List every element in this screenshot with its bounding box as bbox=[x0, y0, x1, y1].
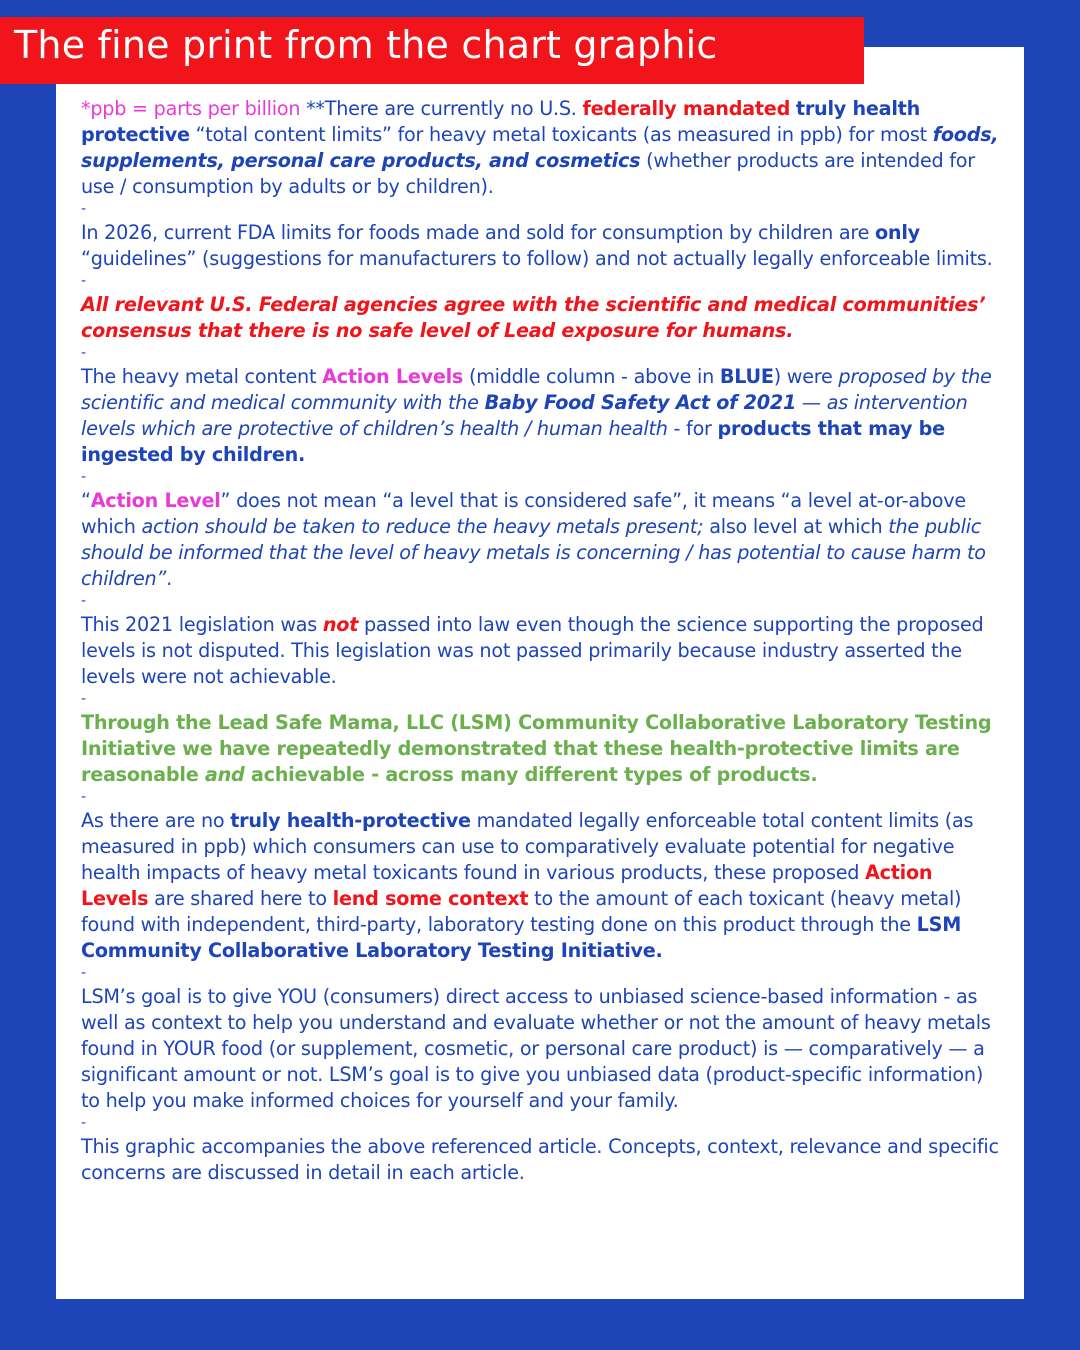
paragraph-no-safe-lead-level bbox=[81, 292, 1001, 344]
text-span: (middle column - above in bbox=[463, 365, 720, 388]
text-span: LSM’s goal is to give YOU (consumers) direct access to unbiased science-based information - as well as context to help you understand and evaluate whether or not the amount of heavy metals found in YOUR food (or supplement, cosmetic, or personal care product) is — comparatively — a significant amount or not. LSM’s goal is to give you unbiased data (product-specific information) to help you make informed choices for yourself and your family. bbox=[81, 985, 991, 1112]
text-span: proposed by the scientific and medical community with the bbox=[81, 365, 992, 414]
paragraph-fda-guidelines bbox=[81, 220, 1001, 272]
highlight-truly-health-protective: truly health-protective bbox=[230, 809, 471, 832]
highlight-baby-food-safety-act: Baby Food Safety Act of 2021 bbox=[484, 391, 797, 414]
text-span: “guidelines” (suggestions for manufacturers to follow) and not actually legally enforceable limits. bbox=[81, 247, 993, 270]
text-span: — as intervention levels which are protective of children’s health / human health bbox=[81, 391, 968, 440]
paragraph-action-levels bbox=[81, 364, 1001, 468]
text-span: to the amount of each toxicant (heavy metal) found with independent, third-party, laboratory testing done on this product through the bbox=[81, 887, 962, 936]
highlight-federally-mandated: federally mandated bbox=[582, 97, 791, 120]
separator: - bbox=[81, 201, 86, 217]
highlight-lsm-initiative: LSM Community Collaborative Laboratory Testing Initiative. bbox=[81, 913, 962, 962]
paragraph-legislation-not-passed bbox=[81, 612, 1001, 690]
text-span: This graphic accompanies the above referenced article. Concepts, context, relevance and specific concerns are discussed in detail in each article. bbox=[81, 1135, 999, 1184]
paragraph-action-level-meaning bbox=[81, 488, 1001, 592]
highlight-action-levels: Action Levels bbox=[81, 861, 933, 910]
text-span: The heavy metal content bbox=[81, 365, 323, 388]
text-span: . bbox=[166, 567, 172, 590]
text-span: passed into law even though the science supporting the proposed levels is not disputed. This legislation was not passed primarily because industry asserted the levels were not achievable. bbox=[81, 613, 984, 688]
text-span: are shared here to bbox=[148, 887, 333, 910]
highlight-action-levels: Action Levels bbox=[322, 365, 464, 388]
highlight-truly-health-protective: truly health protective bbox=[81, 97, 921, 146]
text-span: action should be taken to reduce the heavy metals present; bbox=[141, 515, 704, 538]
text-span: (whether products are intended for use / consumption by adults or by children). bbox=[81, 149, 975, 198]
highlight-blue: BLUE bbox=[719, 365, 774, 388]
text-span: “ bbox=[81, 489, 91, 512]
separator: - bbox=[81, 691, 86, 707]
highlight-only: only bbox=[875, 221, 920, 244]
separator: - bbox=[81, 469, 86, 485]
text-span: In 2026, current FDA limits for foods made and sold for consumption by children are bbox=[81, 221, 875, 244]
text-span: As there are no bbox=[81, 809, 231, 832]
text-span: “total content limits” for heavy metal toxicants (as measured in ppb) for most bbox=[189, 123, 933, 146]
highlight-products-for-children: products that may be ingested by children. bbox=[81, 417, 945, 466]
separator: - bbox=[81, 345, 86, 361]
separator: - bbox=[81, 273, 86, 289]
text-span: mandated legally enforceable total content limits (as measured in ppb) which consumers can use to comparatively evaluate potential for negative health impacts of heavy metal toxicants found in various products, these proposed bbox=[81, 809, 974, 884]
text-span: **There are currently no U.S. bbox=[300, 97, 583, 120]
text-span: ” does not mean “a level that is considered safe”, it means “a level at-or-above which bbox=[81, 489, 966, 538]
separator: - bbox=[81, 1115, 86, 1131]
paragraph-graphic-note bbox=[81, 1134, 1001, 1186]
paragraph-context bbox=[81, 808, 1001, 964]
ppb-definition: *ppb = parts per billion bbox=[81, 97, 301, 120]
page-title: The fine print from the chart graphic bbox=[14, 23, 718, 67]
text-span: - for bbox=[667, 417, 718, 440]
highlight-product-types: foods, supplements, personal care products, and cosmetics bbox=[81, 123, 999, 172]
paragraph-lsm-initiative bbox=[81, 710, 1001, 788]
text-span: achievable - across many different types of products. bbox=[244, 763, 818, 786]
separator: - bbox=[81, 789, 86, 805]
highlight-action-level: Action Level bbox=[90, 489, 221, 512]
text-span: the public should be informed that the level of heavy metals is concerning / has potential to cause harm to children” bbox=[81, 515, 986, 590]
fine-print-body bbox=[81, 96, 1001, 1186]
text-span: also level at which bbox=[703, 515, 889, 538]
paragraph-lsm-goal bbox=[81, 984, 1001, 1114]
highlight-and: and bbox=[204, 763, 245, 786]
highlight-not: not bbox=[322, 613, 359, 636]
separator: - bbox=[81, 965, 86, 981]
highlight-lend-some-context: lend some context bbox=[332, 887, 529, 910]
title-banner bbox=[0, 17, 864, 84]
separator: - bbox=[81, 593, 86, 609]
text-span: ) were bbox=[773, 365, 839, 388]
text-span: This 2021 legislation was bbox=[81, 613, 323, 636]
text-span: Through the Lead Safe Mama, LLC (LSM) Community Collaborative Laboratory Testing Initiative we have repeatedly demonstrated that these health-protective limits are reasonable bbox=[81, 711, 992, 786]
lead-consensus-statement: All relevant U.S. Federal agencies agree with the scientific and medical communities’ consensus that there is no safe level of Lead exposure for humans. bbox=[81, 293, 986, 342]
paragraph-ppb-definition bbox=[81, 96, 1001, 200]
